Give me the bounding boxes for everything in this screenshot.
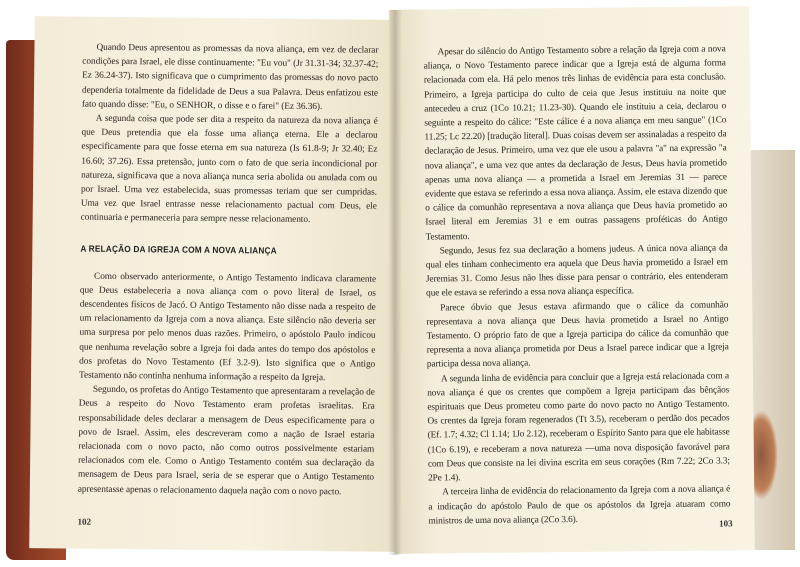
left-paragraph-1: Quando Deus apresentou as promessas da nova aliança, em vez de declarar condições para Israel, ele disse continuamente: "Eu vou" (Jr 31.31-34; 32.37-42; Ez 36.24-37). Isto significava que o cumprimento das promessas do novo pacto dependeria totalmente da fidelidade de Deus a sua Palavra. Deus enfatizou este fato quando disse: "Eu, o SENHOR, o disse e o farei" (Ez 36.36).: [81, 42, 379, 112]
left-paragraph-4: Segundo, os profetas do Antigo Testamento que apresentaram a revelação de Deus a respeito do Novo Testamento eram profetas israelitas. Era responsabilidade deles declarar a mensagem de Deus especificamente para o povo de Israel. Assim, eles descreveram como a nação de Israel estaria relacionada com o novo pacto, não como outros possivelmente estariam relacionados com ele. Como o Antigo Testamento contém sua declaração da mensagem de Deus para Israel, seria de se esperar que o Antigo Testamento apresentasse apenas o relacionamento daquela nação com o novo pacto.: [77, 384, 375, 498]
right-page-number: 103: [719, 518, 733, 529]
left-paragraph-3: Como observado anteriormente, o Antigo Testamento indicava claramente que Deus estabeleceria a nova aliança com o povo literal de Israel, os descendentes físicos de Jacó. O Antigo Testamento não disse nada a respeito de um relacionamento da Igreja com a nova aliança. Este silêncio não deveria ser uma surpresa por pelo menos duas razões. Primeiro, o apóstolo Paulo indicou que nenhuma revelação sobre a Igreja foi dada antes do tempo dos apóstolos e dos profetas do Novo Testamento (Ef 3.2-9). Isto significa que o Antigo Testamento não continha nenhuma informação a respeito da Igreja.: [78, 271, 377, 384]
right-paragraph-3: Parece óbvio que Jesus estava afirmando que o cálice da comunhão representava a nova aliança que Deus havia prometido a Israel no Antigo Testamento. O próprio fato de que a Igreja participa do cálice da comunhão que representa a nova aliança prometida por Deus a Israel parece indicar que a Igreja participa dessa nova aliança.: [426, 300, 729, 370]
book-gutter: [388, 10, 402, 555]
right-paragraph-2: Segundo, Jesus fez sua declaração a homens judeus. A única nova aliança da qual eles tinham conhecimento era aquela que Deus havia prometido a Israel em Jeremias 31. Como Jesus não lhes disse para pensar o contrário, eles entenderam que ele estava se referindo a essa nova aliança específica.: [425, 243, 729, 299]
section-heading: A RELAÇÃO DA IGREJA COM A NOVA ALIANÇA: [80, 243, 277, 256]
right-paragraph-5: A terceira linha de evidência do relacionamento da Igreja com a nova aliança é a indicação do apóstolo Paulo de que os apóstolos da Igreja atuaram como ministros de uma nova aliança (2Co 3.6).: [428, 484, 731, 527]
right-paragraph-1: Apesar do silêncio do Antigo Testamento sobre a relação da Igreja com a nova aliança, o Novo Testamento parece indicar que a Igreja está de alguma forma relacionada com ela. Há pelo menos três linhas de evidência para esta conclusão. Primeiro, a Igreja participa do culto de ceia que Jesus instituiu na noite que antecedeu a cruz (1Co 10.21; 11.23-30). Quando ele instituiu a ceia, declarou o seguinte a respeito do cálice: "Este cálice é a nova aliança em meu sangue" (1Co 11.25; Lc 22.20) [tradução literal]. Duas coisas devem ser assinaladas a respeito da declaração de Jesus. Primeiro, uma vez que ele usou a palavra "a" na expressão "a nova aliança", e uma vez que antes da declaração de Jesus, Deus havia prometido apenas uma nova aliança — a prometida a Israel em Jeremias 31 — parece evidente que estava se referindo a essa nova aliança. Assim, ele estava dizendo que o cálice da comunhão representava a nova aliança que Deus havia prometido ao Israel literal em Jeremias 31 e em outras passagens proféticas do Antigo Testamento.: [423, 44, 728, 243]
cover-decoration: [750, 410, 778, 500]
left-page: [29, 16, 401, 552]
right-page: [389, 6, 755, 554]
left-paragraph-2: A segunda coisa que pode ser dita a respeito da natureza da nova aliança é que Deus pretendia que ela fosse uma aliança eterna. Ele a declarou especificamente para que fosse eterna em sua natureza (Is 61.8-9; Jr 32.40; Ez 16.60; 37.26). Essa pretensão, junto com o fato de que seria incondicional por natureza, significava que a nova aliança nunca seria abolida ou anulada com ou por Israel. Uma vez estabelecida, suas promessas teriam que ser cumpridas. Uma vez que Israel entrasse nesse relacionamento pactual com Deus, ele continuaria e permaneceria para sempre nesse relacionamento.: [80, 113, 378, 226]
right-paragraph-4: A segunda linha de evidência para concluir que a Igreja está relacionada com a nova aliança é que os crentes que compõem a Igreja participam das bênçãos espirituais que Deus prometeu como parte do novo pacto no Antigo Testamento. Os crentes da Igreja foram regenerados (Tt 3.5), receberam o perdão dos pecados (Ef. 1.7; 4.32; Cl 1.14; 1Jo 2.12), receberam o Espírito Santo para que ele habitasse (1Co 6.19), e receberam a nova natureza —uma nova disposição favorável para com Deus que consiste na lei divina escrita em seus corações (Rm 7.22; 2Co 3.3; 2Pe 1.4).: [427, 371, 730, 484]
left-page-number: 102: [77, 516, 92, 527]
